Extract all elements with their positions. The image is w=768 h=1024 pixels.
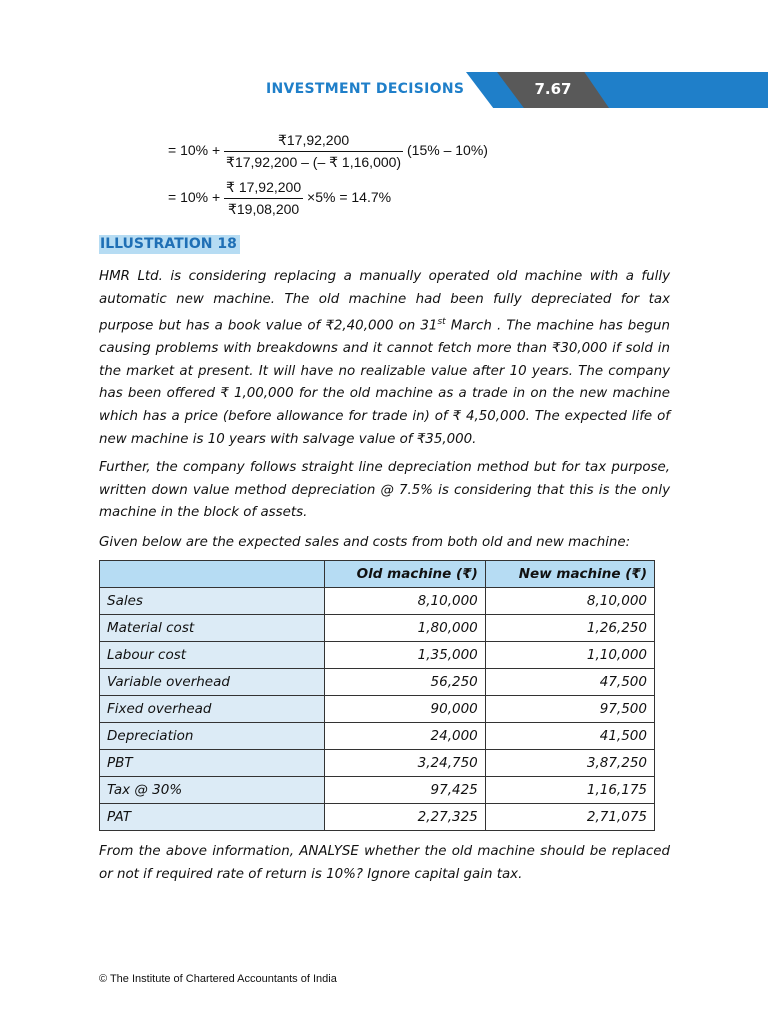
formula-2-numerator: ₹ 17,92,200	[224, 179, 303, 199]
paragraph-1-part-b: March . The machine has begun causing problems with breakdowns and it cannot fetch more than ₹30,000 if sold in the market at present. It will have no realizable value after 10 years. The company has been offered ₹ 1,00,000 for the old machine as a trade in on the new machine which has a price (before allowance for trade in) of ₹ 4,50,000. The expected life of new machine is 10 years with salvage value of ₹35,000.	[99, 318, 670, 447]
new-machine-value: 8,10,000	[485, 588, 654, 615]
table-row	[100, 615, 655, 642]
table-row	[100, 696, 655, 723]
row-label: PBT	[100, 750, 325, 777]
problem-paragraph-1	[99, 266, 670, 451]
old-machine-value: 1,80,000	[325, 615, 486, 642]
old-machine-value: 1,35,000	[325, 642, 486, 669]
old-machine-value: 56,250	[325, 669, 486, 696]
old-machine-value: 24,000	[325, 723, 486, 750]
old-machine-value: 90,000	[325, 696, 486, 723]
old-machine-value: 8,10,000	[325, 588, 486, 615]
table-row	[100, 669, 655, 696]
question-paragraph: From the above information, ANALYSE whether the old machine should be replaced or not if required rate of return is 10%? Ignore capital gain tax.	[99, 844, 670, 882]
old-machine-value: 3,24,750	[325, 750, 486, 777]
machine-comparison-table	[99, 560, 655, 831]
new-machine-value: 41,500	[485, 723, 654, 750]
chapter-title: INVESTMENT DECISIONS	[266, 81, 465, 97]
new-machine-value: 3,87,250	[485, 750, 654, 777]
old-machine-value: 2,27,325	[325, 804, 486, 831]
new-machine-value: 1,10,000	[485, 642, 654, 669]
formula-1-denominator: ₹17,92,200 – (– ₹ 1,16,000)	[226, 154, 402, 170]
new-machine-value: 47,500	[485, 669, 654, 696]
row-label: Sales	[100, 588, 325, 615]
header-cell-new-machine: New machine (₹)	[485, 561, 654, 588]
row-label: Labour cost	[100, 642, 325, 669]
formula-1-tail: (15% – 10%)	[407, 142, 488, 159]
page-number: 7.67	[534, 80, 572, 98]
new-machine-value: 2,71,075	[485, 804, 654, 831]
new-machine-value: 97,500	[485, 696, 654, 723]
table-intro-paragraph: Given below are the expected sales and costs from both old and new machine:	[99, 535, 631, 550]
row-label: Material cost	[100, 615, 325, 642]
formula-1-numerator: ₹17,92,200	[224, 132, 403, 152]
copyright-footer: © The Institute of Chartered Accountants of India	[99, 973, 337, 985]
new-machine-value: 1,16,175	[485, 777, 654, 804]
table-row	[100, 750, 655, 777]
header-cell-blank	[100, 561, 325, 588]
table-row	[100, 723, 655, 750]
problem-paragraph-2: Further, the company follows straight line depreciation method but for tax purpose, written down value method depreciation @ 7.5% is considering that this is the only machine in the block of assets.	[99, 460, 670, 521]
old-machine-value: 97,425	[325, 777, 486, 804]
illustration-heading: ILLUSTRATION 18	[99, 235, 240, 254]
formula-line-2	[168, 179, 391, 218]
row-label: Fixed overhead	[100, 696, 325, 723]
row-label: Tax @ 30%	[100, 777, 325, 804]
formula-2-denominator: ₹19,08,200	[227, 201, 300, 217]
table-row	[100, 588, 655, 615]
formula-1-lead: = 10% +	[168, 142, 221, 159]
formula-2-lead: = 10% +	[168, 189, 221, 206]
formula-1-fraction	[224, 132, 403, 171]
ordinal-superscript: st	[437, 317, 446, 328]
paragraph-1-part-a: HMR Ltd. is considering replacing a manually operated old machine with a fully automatic new machine. The old machine had been fully depreciated for tax purpose but has a book value of ₹2,40,000 on 31	[99, 269, 670, 334]
row-label: Variable overhead	[100, 669, 325, 696]
table-header-row	[100, 561, 655, 588]
table-row	[100, 642, 655, 669]
formula-2-tail: ×5% = 14.7%	[307, 189, 392, 206]
table-row	[100, 804, 655, 831]
header-cell-old-machine: Old machine (₹)	[325, 561, 486, 588]
table-row	[100, 777, 655, 804]
new-machine-value: 1,26,250	[485, 615, 654, 642]
formula-2-fraction	[224, 179, 303, 218]
row-label: Depreciation	[100, 723, 325, 750]
formula-line-1	[168, 132, 488, 171]
row-label: PAT	[100, 804, 325, 831]
